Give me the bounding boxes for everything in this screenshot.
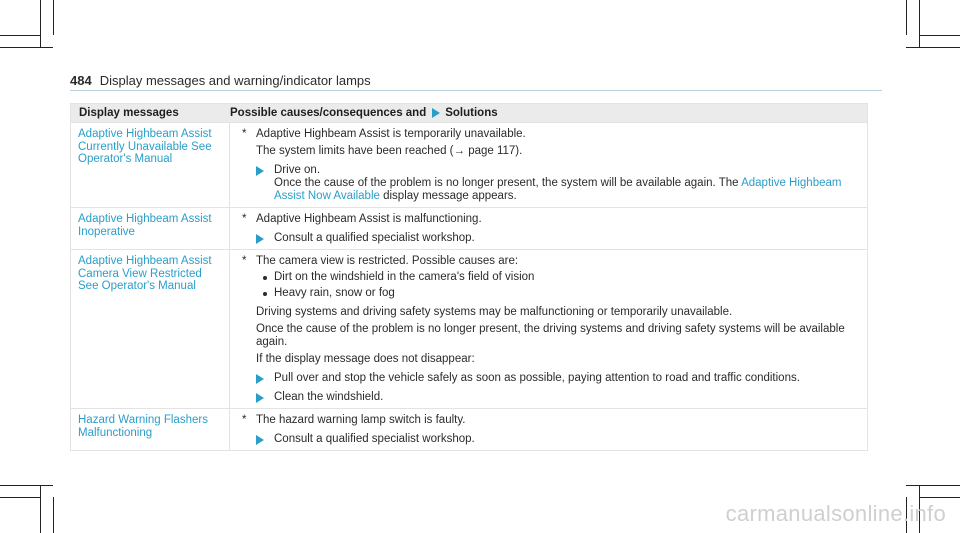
- star-icon: *: [242, 213, 247, 225]
- paragraph: Driving systems and driving safety systems may be malfunctioning or temporarily unavailable.: [256, 306, 733, 318]
- solution-arrow-icon: [432, 108, 440, 118]
- display-message: Hazard Warning Flashers Malfunctioning: [71, 409, 230, 450]
- table-row: [71, 249, 867, 408]
- crop-mark: [906, 0, 907, 35]
- table-row: [71, 207, 867, 249]
- crop-mark: [919, 0, 920, 47]
- star-icon: *: [242, 414, 247, 426]
- crop-mark: [0, 35, 40, 36]
- causes-cell: [230, 250, 867, 408]
- table-row: [71, 122, 867, 207]
- list-item: Heavy rain, snow or fog: [263, 287, 857, 300]
- crop-mark: [906, 47, 960, 48]
- paragraph: Once the cause of the problem is no longer present, the driving systems and driving safety systems will be available again.: [256, 323, 845, 348]
- display-message: Adaptive Highbeam Assist Inoperative: [71, 208, 230, 249]
- causes-cell: [230, 409, 867, 450]
- solution-item: Consult a qualified specialist workshop.: [256, 232, 857, 245]
- causes-cell: [230, 208, 867, 249]
- crop-mark: [919, 497, 960, 498]
- crop-mark: [40, 485, 41, 533]
- solution-arrow-icon: [256, 433, 274, 446]
- solution-detail: Once the cause of the problem is no longer present, the system will be available again. The Adaptive Highbeam Assist Now Available display message appears.: [274, 177, 842, 202]
- bullet-icon: [263, 271, 274, 284]
- crop-mark: [906, 485, 960, 486]
- paragraph: If the display message does not disappear:: [256, 353, 475, 365]
- crop-mark: [919, 35, 960, 36]
- table-row: [71, 408, 867, 450]
- table-header: [71, 104, 867, 122]
- solution-item: Pull over and stop the vehicle safely as soon as possible, paying attention to road and traffic conditions.: [256, 372, 857, 385]
- page-title: Display messages and warning/indicator lamps: [99, 73, 371, 88]
- solution-item: Clean the windshield.: [256, 391, 857, 404]
- header-divider: [70, 90, 882, 91]
- star-icon: *: [242, 255, 247, 267]
- causes-cell: [230, 123, 867, 207]
- solution-arrow-icon: [256, 164, 274, 203]
- column-header-causes: Possible causes/consequences and Solutions: [230, 107, 498, 119]
- display-message: Adaptive Highbeam Assist Currently Unavailable See Operator's Manual: [71, 123, 230, 207]
- display-message-reference: Adaptive Highbeam Assist Now Available: [274, 177, 842, 202]
- star-icon: *: [242, 128, 247, 140]
- cause-item: * The camera view is restricted. Possible causes are:: [242, 255, 519, 267]
- solution-arrow-icon: [256, 232, 274, 245]
- page-header: [70, 73, 371, 88]
- cause-item: * The hazard warning lamp switch is faulty.: [242, 414, 466, 426]
- page-number: 484: [70, 73, 92, 88]
- watermark: carmanualsonline.info: [725, 501, 946, 526]
- note-text: The system limits have been reached (→ page 117).: [256, 145, 523, 157]
- cause-item: * Adaptive Highbeam Assist is temporarily unavailable.: [242, 128, 526, 140]
- column-header-messages: Display messages: [79, 107, 179, 119]
- cause-item: * Adaptive Highbeam Assist is malfunctioning.: [242, 213, 482, 225]
- solution-arrow-icon: [256, 391, 274, 404]
- crop-mark: [0, 47, 53, 48]
- crop-mark: [53, 0, 54, 35]
- messages-table: [70, 103, 868, 451]
- display-message: Adaptive Highbeam Assist Camera View Restricted See Operator's Manual: [71, 250, 230, 408]
- solution-item: Consult a qualified specialist workshop.: [256, 433, 857, 446]
- solution-item: Drive on. Once the cause of the problem is no longer present, the system will be available again. The Adaptive Highbeam Assist Now Available display message appears.: [256, 164, 857, 203]
- list-item: Dirt on the windshield in the camera's field of vision: [263, 271, 857, 284]
- crop-mark: [0, 497, 40, 498]
- solution-arrow-icon: [256, 372, 274, 385]
- crop-mark: [40, 0, 41, 47]
- crop-mark: [0, 485, 53, 486]
- bullet-icon: [263, 287, 274, 300]
- crop-mark: [53, 497, 54, 533]
